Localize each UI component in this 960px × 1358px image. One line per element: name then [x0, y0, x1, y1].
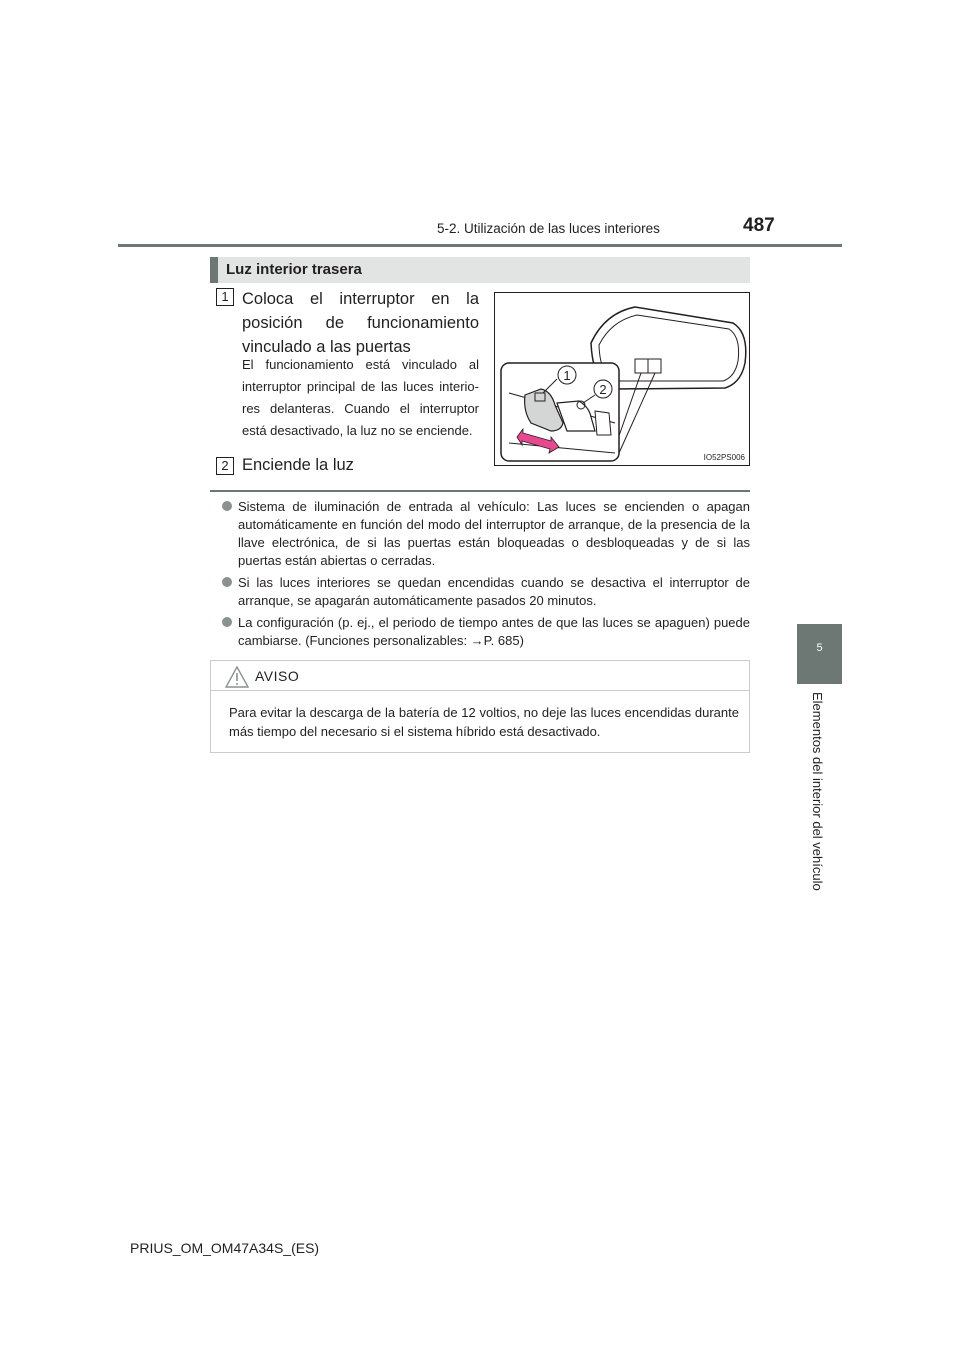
warning-label: AVISO — [255, 668, 300, 684]
rear-light-figure — [494, 292, 750, 466]
chapter-title: Elementos del interior del vehículo — [810, 692, 825, 891]
warning-text: Para evitar la descarga de la batería de 12 voltios, no deje las luces encendidas durante más tiempo del necesario si el sistema híbrido está desactivado. — [229, 705, 739, 739]
step-1-title: Coloca el interruptor en la posición de funcionamiento vinculado a las puertas — [242, 290, 479, 356]
page-number: 487 — [743, 215, 775, 236]
note-item — [222, 614, 750, 650]
header-rule — [118, 244, 842, 247]
footer-code: PRIUS_OM_OM47A34S_(ES) — [130, 1240, 320, 1256]
step-1-number: 1 — [216, 288, 234, 306]
chapter-tab: 5 — [797, 624, 842, 684]
note-text: Sistema de iluminación de entrada al vehículo: Las luces se encienden o apagan automáticamente en función del modo del interruptor de arranque, de la presencia de la llave electrónica, de si las puertas están bloqueadas o desbloqueadas y de si las puertas están abiertas o cerradas. — [238, 499, 750, 568]
bullet-icon — [222, 501, 232, 511]
note-text: La configuración (p. ej., el periodo de tiempo antes de que las luces se apaguen) puede cambiarse. (Funciones personalizables: →P. 685) — [238, 615, 750, 648]
step-1-description: El funcionamiento está vinculado al interruptor principal de las luces interio-res delanteras. Cuando el interruptor está desactivado, la luz no se enciende. — [242, 357, 479, 438]
interior-light-illustration — [495, 293, 749, 465]
section-divider — [210, 490, 750, 492]
note-text: Si las luces interiores se quedan encendidas cuando se desactiva el interruptor de arranque, se apagarán automáticamente pasados 20 minutos. — [238, 575, 750, 608]
warning-triangle-icon — [225, 666, 249, 688]
step-2-title: Enciende la luz — [242, 456, 354, 474]
section-header: 5-2. Utilización de las luces interiores — [437, 221, 660, 236]
bullet-icon — [222, 617, 232, 627]
figure-code: IO52PS006 — [703, 453, 745, 462]
note-item — [222, 574, 750, 610]
warning-header — [211, 661, 749, 691]
warning-box — [210, 660, 750, 753]
section-title: Luz interior trasera — [210, 257, 750, 283]
figure-callout-1: 1 — [563, 368, 571, 383]
step-2-number: 2 — [216, 457, 234, 475]
chapter-title-wrap — [808, 692, 830, 892]
bullet-icon — [222, 577, 232, 587]
note-item — [222, 498, 750, 570]
figure-callout-2: 2 — [599, 382, 607, 397]
